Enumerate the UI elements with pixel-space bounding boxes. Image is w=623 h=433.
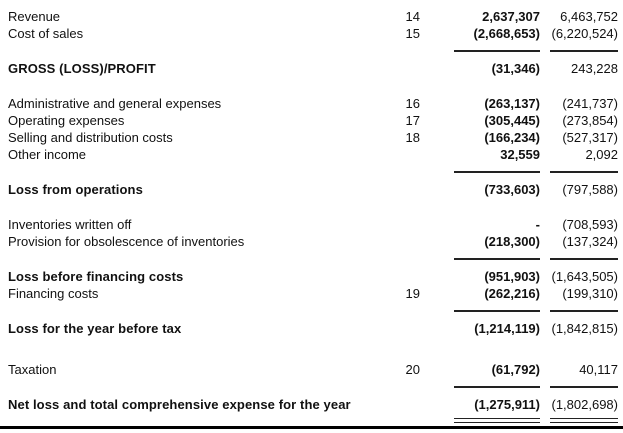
prior-year-value: (137,324) — [562, 234, 618, 249]
prior-year-value: (527,317) — [562, 130, 618, 145]
row-gap — [8, 337, 618, 361]
current-year-rule-cell — [420, 171, 540, 173]
prior-year-value: (273,854) — [562, 113, 618, 128]
row-gap — [8, 77, 618, 95]
prior-year-value: 243,228 — [571, 61, 618, 76]
underline-row — [8, 302, 618, 320]
underline-row — [8, 250, 618, 268]
row-label: Cost of sales — [8, 26, 84, 41]
note-ref: 14 — [405, 9, 420, 24]
current-year-value: (951,903) — [484, 269, 540, 284]
table-row — [8, 320, 618, 337]
table-row — [8, 95, 618, 112]
table-row — [8, 268, 618, 285]
prior-year-value: 40,117 — [579, 362, 618, 377]
prior-year-value: (797,588) — [562, 182, 618, 197]
current-year-value: - — [535, 217, 540, 232]
rule-line — [454, 310, 540, 312]
current-year-value: (2,668,653) — [473, 26, 540, 41]
row-label: Loss from operations — [8, 182, 143, 197]
table-row — [8, 60, 618, 77]
table-row — [8, 361, 618, 378]
double-rule-line — [550, 418, 618, 423]
row-gap — [8, 198, 618, 216]
row-label: Inventories written off — [8, 217, 132, 232]
underline-row — [8, 163, 618, 181]
current-year-rule-cell — [420, 50, 540, 52]
rule-line — [454, 171, 540, 173]
prior-year-rule-cell — [540, 50, 618, 52]
underline-row — [8, 378, 618, 396]
current-year-value: 2,637,307 — [482, 9, 540, 24]
rule-line — [550, 171, 618, 173]
prior-year-value: (199,310) — [562, 286, 618, 301]
row-label: Loss before financing costs — [8, 269, 184, 284]
note-ref: 16 — [405, 96, 420, 111]
prior-year-value: (708,593) — [562, 217, 618, 232]
rule-line — [454, 386, 540, 388]
table-row — [8, 25, 618, 42]
table-row — [8, 396, 618, 413]
prior-year-rule-cell — [540, 386, 618, 388]
rule-line — [550, 386, 618, 388]
note-ref: 18 — [405, 130, 420, 145]
row-label: Net loss and total comprehensive expense for the year — [8, 397, 351, 412]
rule-line — [454, 50, 540, 52]
current-year-rule-cell — [420, 386, 540, 388]
table-row — [8, 285, 618, 302]
double-rule-line — [454, 418, 540, 423]
current-year-rule-cell — [420, 310, 540, 312]
prior-year-value: 2,092 — [585, 147, 618, 162]
current-year-value: (1,275,911) — [474, 397, 540, 412]
row-label: Provision for obsolescence of inventories — [8, 234, 245, 249]
table-row — [8, 181, 618, 198]
current-year-value: (262,216) — [484, 286, 540, 301]
table-row — [8, 129, 618, 146]
note-ref: 17 — [405, 113, 420, 128]
rule-line — [550, 310, 618, 312]
double-underline-row — [8, 413, 618, 427]
prior-year-value: (1,643,505) — [551, 269, 618, 284]
current-year-value: (1,214,119) — [474, 321, 540, 336]
table-row — [8, 146, 618, 163]
current-year-rule-cell — [420, 418, 540, 423]
row-label: GROSS (LOSS)/PROFIT — [8, 61, 156, 76]
prior-year-rule-cell — [540, 310, 618, 312]
page-bottom-rule — [0, 426, 623, 429]
row-label: Administrative and general expenses — [8, 96, 222, 111]
prior-year-value: (241,737) — [562, 96, 618, 111]
current-year-value: (263,137) — [484, 96, 540, 111]
rule-line — [454, 258, 540, 260]
current-year-value: (166,234) — [484, 130, 540, 145]
note-ref: 20 — [405, 362, 420, 377]
prior-year-rule-cell — [540, 171, 618, 173]
prior-year-rule-cell — [540, 258, 618, 260]
current-year-value: (61,792) — [491, 362, 540, 377]
row-label: Loss for the year before tax — [8, 321, 182, 336]
note-ref: 19 — [405, 286, 420, 301]
row-label: Operating expenses — [8, 113, 125, 128]
prior-year-value: (6,220,524) — [551, 26, 618, 41]
current-year-value: (733,603) — [484, 182, 540, 197]
underline-row — [8, 42, 618, 60]
row-label: Taxation — [8, 362, 57, 377]
current-year-value: (31,346) — [491, 61, 540, 76]
table-row — [8, 112, 618, 129]
prior-year-value: (1,842,815) — [551, 321, 618, 336]
row-label: Revenue — [8, 9, 61, 24]
prior-year-rule-cell — [540, 418, 618, 423]
current-year-value: (218,300) — [484, 234, 540, 249]
prior-year-value: (1,802,698) — [551, 397, 618, 412]
row-label: Financing costs — [8, 286, 99, 301]
row-label: Selling and distribution costs — [8, 130, 173, 145]
prior-year-value: 6,463,752 — [560, 9, 618, 24]
row-label: Other income — [8, 147, 87, 162]
table-row — [8, 8, 618, 25]
table-row — [8, 233, 618, 250]
current-year-value: (305,445) — [484, 113, 540, 128]
rule-line — [550, 50, 618, 52]
table-row — [8, 216, 618, 233]
current-year-rule-cell — [420, 258, 540, 260]
rule-line — [550, 258, 618, 260]
current-year-value: 32,559 — [500, 147, 540, 162]
note-ref: 15 — [405, 26, 420, 41]
